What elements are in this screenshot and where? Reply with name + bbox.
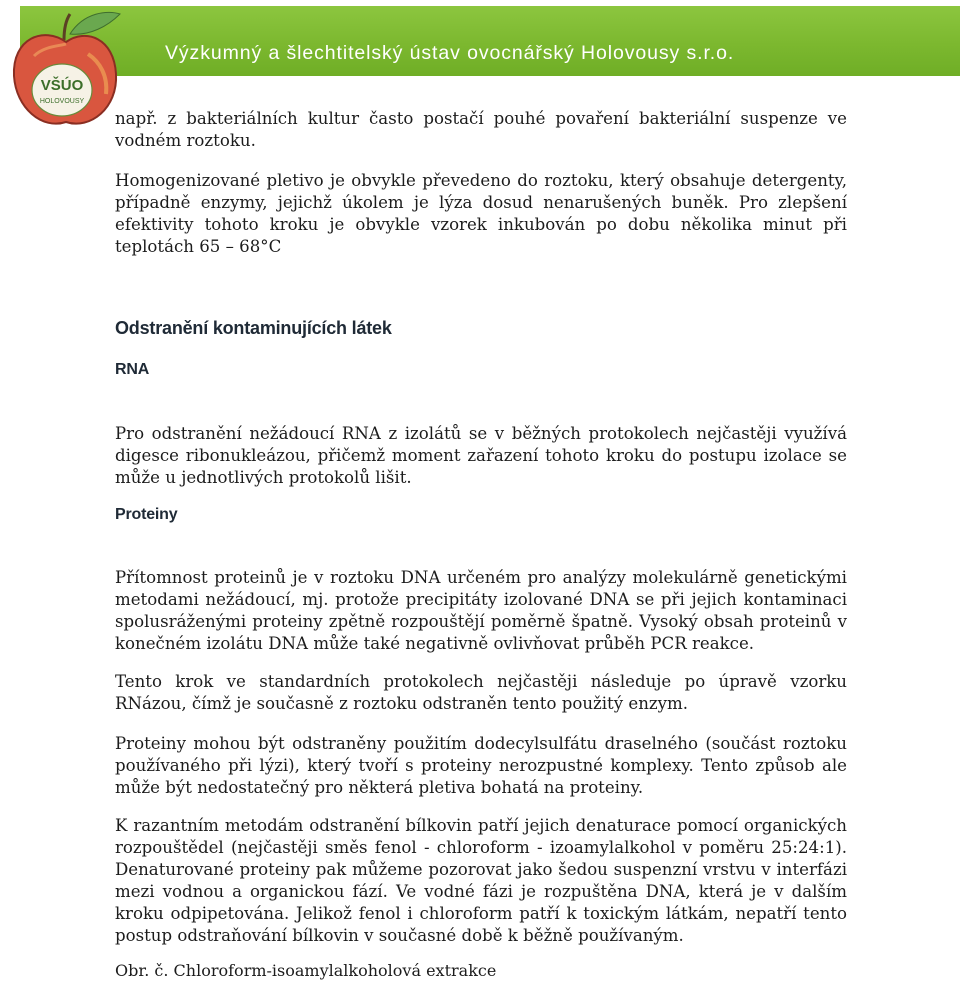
subheading-proteins: Proteiny (115, 506, 178, 523)
paragraph-rna: Pro odstranění nežádoucí RNA z izolátů se v běžných protokolech nejčastěji využívá digesce ribonukleázou, přičemž moment zařazení tohoto kroku do postupu izolace se může u jednotlivých protokolů lišit. (115, 424, 847, 487)
paragraph-bacterial-cultures: např. z bakteriálních kultur často postačí pouhé povaření bakteriální suspenze ve vodném roztoku. (115, 109, 847, 150)
subheading-rna: RNA (115, 361, 150, 378)
paragraph-rnase-step: Tento krok ve standardních protokolech nejčastěji následuje po úpravě vzorku RNázou, čímž je současně z roztoku odstraněn tento použitý enzym. (115, 672, 847, 713)
logo-subtext: HOLOVOUSY (39, 98, 85, 105)
paragraph-organic-extraction: K razantním metodám odstranění bílkovin patří jejich denaturace pomocí organických rozpouštědel (nejčastěji směs fenol - chloroform - izoamylalkohol v poměru 25:24:1). Denaturované proteiny pak můžeme pozorovat jako šedou suspenzní vrstvu v interfázi mezi vodnou a organickou fází. Ve vodné fázi je rozpuštěna DNA, která je v dalším kroku odpipetována. Jelikož fenol i chloroform patří k toxickým látkám, nepatří tento postup odstraňování bílkovin v současné době k běžně používaným. (115, 816, 847, 945)
section-heading: Odstranění kontaminujících látek (115, 318, 392, 338)
logo-text: VŠÚO (40, 77, 84, 94)
vsuo-apple-logo (4, 4, 130, 134)
paragraph-proteins-presence: Přítomnost proteinů je v roztoku DNA určeném pro analýzy molekulárně genetickými metodami nežádoucí, mj. protože precipitáty izolované DNA se při jejich kontaminaci spolusráženými proteiny zpětně rozpouštějí poměrně špatně. Vysoký obsah proteinů v konečném izolátu DNA může také negativně ovlivňovat průběh PCR reakce. (115, 568, 847, 653)
header-banner (20, 6, 960, 76)
paragraph-homogenized-tissue: Homogenizované pletivo je obvykle převedeno do roztoku, který obsahuje detergenty, případně enzymy, jejichž úkolem je lýza dosud nenarušených buněk. Pro zlepšení efektivity tohoto kroku je obvykle vzorek inkubován po dobu několika minut při teplotách 65 – 68°C (115, 171, 847, 256)
figure-caption: Obr. č. Chloroform-isoamylalkoholová extrakce (115, 961, 497, 980)
paragraph-sds-removal: Proteiny mohou být odstraněny použitím dodecylsulfátu draselného (součást roztoku používaného při lýzi), který tvoří s proteiny nerozpustné komplexy. Tento způsob ale může být nedostatečný pro některá pletiva bohatá na proteiny. (115, 734, 847, 797)
institute-title: Výzkumný a šlechtitelský ústav ovocnářský Holovousy s.r.o. (165, 42, 735, 64)
